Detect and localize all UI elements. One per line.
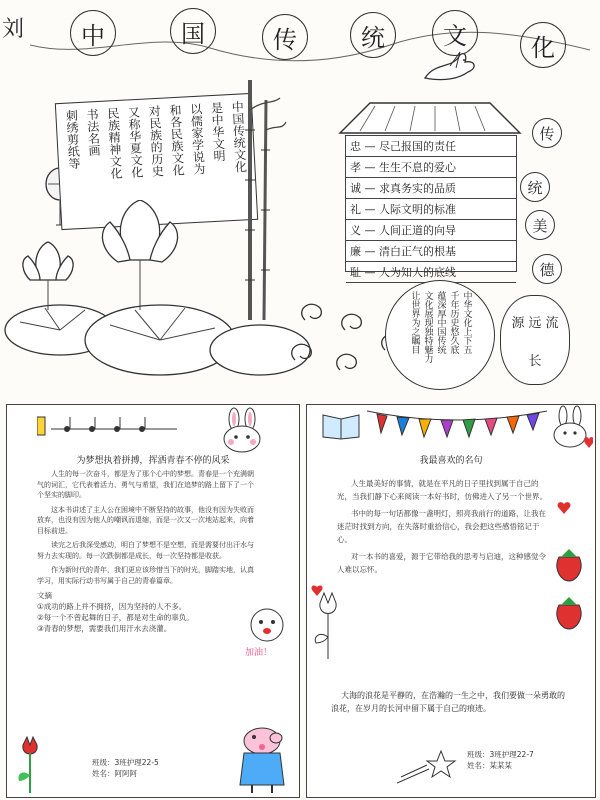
essay-right-signature (467, 749, 534, 771)
open-book-icon (321, 411, 361, 441)
cartoon-face-icon (247, 605, 287, 645)
heart-icon (557, 501, 571, 515)
essay-paragraph: 人生的每一次奋斗，都是为了那个心中的梦想。青春是一个充满朝气的词汇，它代表着活力、勇气与希望，我们在追梦的路上留下了一个个坚实的脚印。 (37, 470, 254, 499)
essay-point: ②每一个不曾起舞的日子，都是对生命的辜负。 (37, 613, 194, 622)
author-mark-text: 刘 (2, 17, 25, 42)
quote-text: 大海的浪花是平静的，在浩瀚的一生之中，我们要做一朵勇敢的浪花，在岁月的长河中留下属于自己的痕迹。 (331, 691, 565, 713)
dove-icon (420, 48, 480, 93)
essay-closing: 文摘 (37, 591, 52, 600)
bunny-icon (547, 405, 593, 453)
bubble-column: 蕴深厚中国传统 (435, 291, 446, 354)
scroll-column: 书法名画 (84, 107, 102, 157)
essay-right-body (337, 477, 547, 580)
title-char-6: 化 (520, 22, 566, 68)
author-mark (2, 12, 24, 43)
heritage-bubble (385, 280, 495, 390)
essay-left-title: 为梦想执着拼搏，挥洒青春不停的风采 (76, 456, 230, 466)
scroll-column: 民族精神文化 (105, 106, 124, 180)
title-char-2: 国 (170, 8, 216, 54)
name-label: 姓名：某某某 (467, 761, 512, 770)
value-row: 礼 — 人际文明的标准 (346, 199, 516, 220)
shooting-star-icon (397, 747, 457, 787)
value-row: 诚 — 求真务实的品质 (346, 178, 516, 199)
side-word: 传 (532, 118, 562, 148)
cheer-sticker: 加油！ (245, 648, 273, 658)
title-char-4: 统 (350, 12, 396, 58)
scroll-column: 是中华文明 (209, 101, 227, 163)
tulip-icon (311, 591, 345, 661)
essay-left-panel (6, 404, 300, 798)
value-row: 忠 — 尽己报国的责任 (346, 136, 516, 157)
essay-point: ③青春的梦想，需要我们用汗水去浇灌。 (37, 624, 172, 633)
bubble-column: 文化展现独特魅力 (422, 291, 433, 363)
bunny-icon (217, 407, 267, 455)
roof-decoration (330, 98, 530, 138)
bubble-column: 中华文化上下五 (461, 291, 472, 354)
title-char-3: 传 (262, 14, 308, 60)
value-row: 廉 — 清白正气的根基 (346, 241, 516, 262)
bubble-column: 让世界为之瞩目 (409, 291, 420, 354)
bubble-column: 千年历史悠久底 (448, 291, 459, 354)
essay-left-body (37, 469, 257, 634)
side-word: 统 (520, 172, 550, 202)
values-board (345, 135, 517, 279)
essay-left-signature (92, 757, 159, 779)
name-label: 姓名：阿阿阿 (92, 769, 137, 778)
essay-paragraph: 对一本书的喜爱，源于它带给我的思考与启迪，这种感觉令人难以忘怀。 (337, 552, 546, 574)
scroll-column: 和各民族文化 (167, 103, 186, 177)
music-notes-decoration (37, 411, 187, 441)
class-label: 班级：3班护理22-5 (92, 758, 159, 767)
tulip-icon (13, 735, 47, 795)
quote-box (331, 689, 566, 729)
class-label: 班级：3班护理22-7 (467, 750, 534, 759)
pig-character-icon (232, 723, 292, 795)
scroll-column: 以儒家学说为 (188, 102, 207, 176)
essay-right-title: 我最喜欢的名句 (419, 456, 483, 466)
side-word: 美 (525, 210, 555, 240)
essay-right-panel (306, 404, 596, 798)
essay-paragraph: 书中的每一句话都像一盏明灯，照亮我前行的道路，让我在迷茫时找到方向，在失落时重拾信心，我会把这些感悟铭记于心。 (337, 509, 546, 544)
scroll-column: 刺绣剪纸等 (64, 109, 82, 170)
value-row: 孝 — 生生不息的爱心 (346, 157, 516, 178)
bubble-side-panel: 源 远 流 长 (500, 295, 570, 385)
essay-paragraph: 读完之后我深受感动，明白了梦想不是空想，而是需要付出汗水与努力去实现的。每一次跌倒都是成长，每一次坚持都是收获。 (37, 541, 254, 560)
essay-paragraph: 人生最美好的事情，就是在平凡的日子里找到属于自己的光，当我们静下心来阅读一本好书时，仿佛进入了另一个世界。 (337, 479, 547, 501)
value-row: 义 — 人间正道的向导 (346, 220, 516, 241)
scroll-column: 对民族的历史 (146, 104, 165, 178)
title-char-5: 文 (432, 10, 478, 56)
side-word: 德 (532, 254, 562, 284)
bunting-decoration (367, 405, 547, 441)
scroll-column: 中国传统文化 (229, 100, 248, 173)
lotus-pond-drawing (0, 200, 330, 400)
title-char-1: 中 (70, 10, 116, 56)
value-row: 耻 — 人为知人的底线 (346, 262, 516, 283)
strawberry-icon (551, 545, 591, 645)
essay-paragraph: 这本书讲述了主人公在困境中不断坚持的故事，他没有因为失败而放弃，也没有因为他人的嘲讽而退缩，而是一次又一次地站起来，向着目标前进。 (37, 505, 254, 535)
essay-point: ①成功的路上并不拥挤，因为坚持的人不多。 (37, 602, 187, 611)
scroll-column: 又称华夏文化 (126, 105, 145, 179)
essay-paragraph: 作为新时代的青年，我们更应该珍惜当下的时光，脚踏实地，认真学习，用实际行动书写属于自己的青春篇章。 (37, 566, 254, 585)
